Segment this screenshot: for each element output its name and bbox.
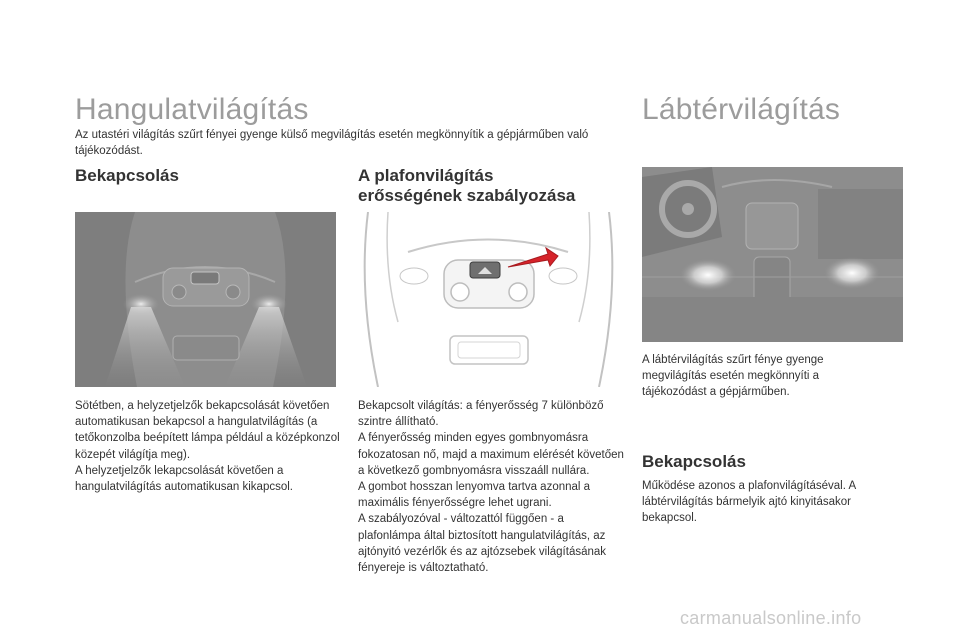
paragraph: A helyzetjelzők lekapcsolását követően a hangulatvilágítás automatikusan kikapcsol. [75, 464, 293, 494]
footwell-activation-heading: Bekapcsolás [642, 452, 746, 471]
footwell-description: A lábtérvilágítás szűrt fénye gyenge megvilágítás esetén megkönnyíti a tájékozódást a gépjárműben. [642, 354, 824, 399]
dimmer-heading-line2: erősségének szabályozása [358, 186, 576, 205]
paragraph: Sötétben, a helyzetjelzők bekapcsolását követően automatikusan bekapcsol a hangulatvilágítás (a tetőkonzolba beépített lámpa például a középkonzol közepét világítja meg). [75, 400, 340, 461]
footwell-activation-text: Működése azonos a plafonvilágításéval. A lábtérvilágítás bármelyik ajtó kinyitásakor bekapcsol. [642, 480, 856, 525]
ambient-lighting-title: Hangulatvilágítás [75, 93, 309, 126]
watermark: carmanualsonline.info [680, 608, 862, 628]
dimmer-button-diagram [358, 212, 619, 387]
activation-text [75, 398, 340, 495]
paragraph: A gombot hosszan lenyomva tartva azonnal a maximális fényerősségre lehet ugrani. [358, 481, 591, 510]
ceiling-console-photo [75, 212, 336, 387]
dimmer-heading [358, 166, 575, 206]
paragraph: A fényerősség minden egyes gombnyomásra fokozatosan nő, majd a maximum elérését követően a következő gombnyomásra visszaáll nullára. [358, 432, 624, 477]
footwell-lighting-title: Lábtérvilágítás [642, 93, 841, 126]
dimmer-text [358, 398, 628, 576]
paragraph: A szabályozóval - változattól függően - a plafonlámpa által biztosított hangulatvilágítás, az ajtónyitó vezérlők és az ajtózsebek világításának fényereje is változtatható. [358, 513, 607, 575]
activation-heading: Bekapcsolás [75, 166, 179, 185]
dimmer-heading-line1: A plafonvilágítás [358, 166, 494, 185]
ambient-lighting-intro: Az utastéri világítás szűrt fényei gyenge külső megvilágítás esetén megkönnyítik a gépjárműben való tájékozódást. [75, 129, 589, 157]
footwell-lighting-photo [642, 167, 903, 342]
paragraph: Bekapcsolt világítás: a fényerősség 7 különböző szintre állítható. [358, 400, 604, 429]
